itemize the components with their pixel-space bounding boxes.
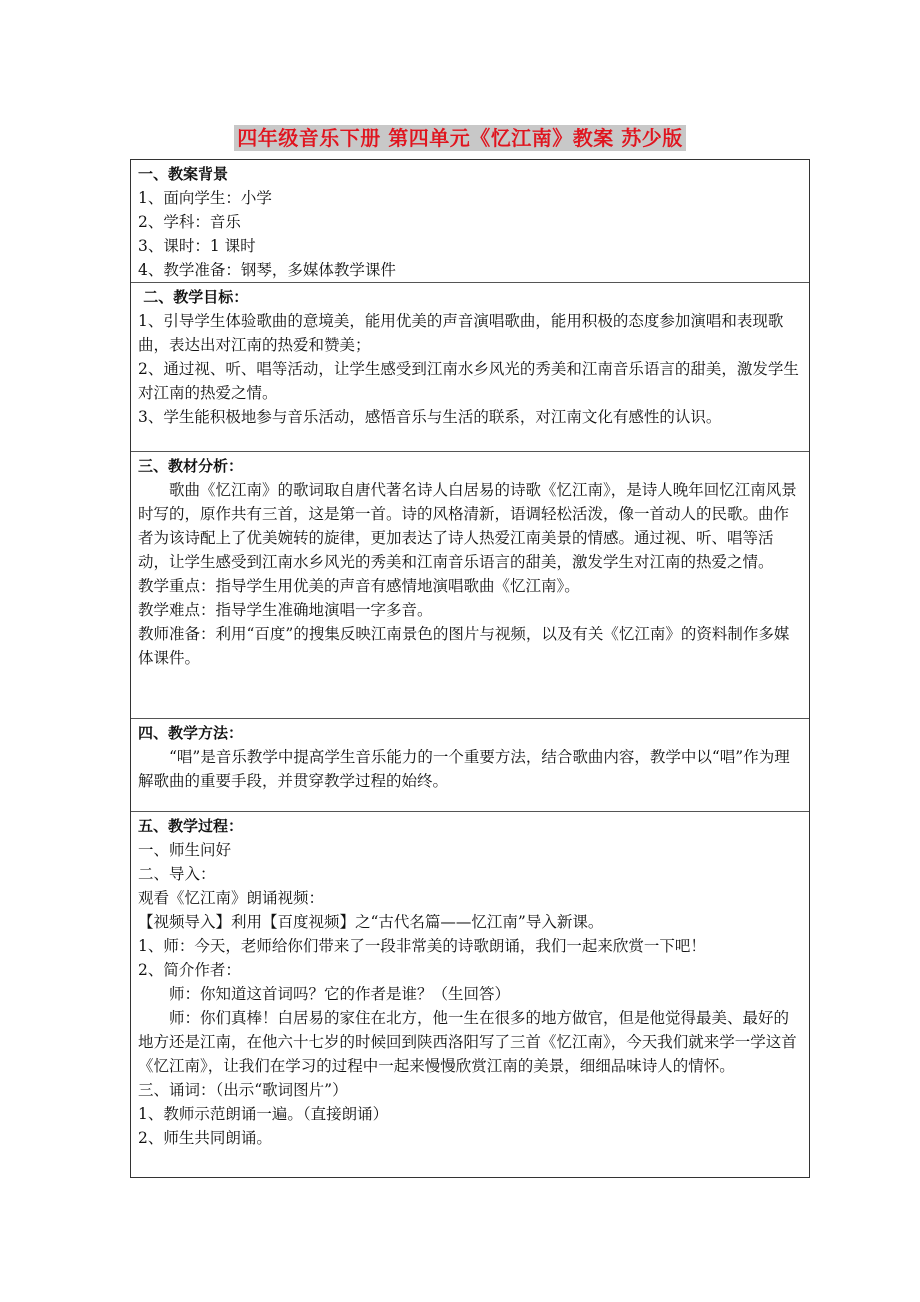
line: 观看《忆江南》朗诵视频：: [138, 889, 325, 907]
line: 教学难点：指导学生准确地演唱一字多音。: [138, 601, 433, 619]
section-heading: 五、教学过程：: [138, 817, 244, 835]
line: 1、师：今天，老师给你们带来了一段非常美的诗歌朗诵，我们一起来欣赏一下吧！: [138, 937, 706, 955]
line: 教学重点：指导学生用优美的声音有感情地演唱歌曲《忆江南》。: [138, 577, 580, 595]
section-heading: 一、教案背景: [138, 165, 229, 183]
line: 2、师生共同朗诵。: [138, 1129, 272, 1147]
paragraph: 歌曲《忆江南》的歌词取自唐代著名诗人白居易的诗歌《忆江南》，是诗人晚年回忆江南风景时写的，原作共有三首，这是第一首。诗的风格清新，语调轻松活泼，像一首动人的民歌。曲作者为该诗配上了优美婉转的旋律，更加表达了诗人热爱江南美景的情感。通过视、听、唱等活动，让学生感受到江南水乡风光的秀美和江南音乐语言的甜美，激发学生对江南的热爱之情。: [138, 481, 797, 571]
section-heading: 四、教学方法：: [138, 724, 244, 742]
line: 【视频导入】利用【百度视频】之“古代名篇——忆江南”导入新课。: [138, 913, 604, 931]
document-title: [0, 122, 920, 151]
section-process: [131, 811, 809, 1177]
line: 二、导入：: [138, 865, 216, 883]
line: 教师准备：利用“百度”的搜集反映江南景色的图片与视频，以及有关《忆江南》的资料制作多媒体课件。: [138, 625, 790, 667]
section-background: [131, 160, 809, 282]
section-material-analysis: [131, 451, 809, 718]
line: 3、学生能积极地参与音乐活动，感悟音乐与生活的联系，对江南文化有感性的认识。: [138, 408, 722, 426]
line: 2、学科：音乐: [138, 213, 241, 231]
line: 1、教师示范朗诵一遍。（直接朗诵）: [138, 1105, 389, 1123]
title-text: 四年级音乐下册 第四单元《忆江南》教案 苏少版: [234, 125, 685, 151]
lesson-plan-table: [130, 159, 810, 1178]
line: 三、诵词：（出示“歌词图片”）: [138, 1081, 348, 1099]
line: 3、课时：1 课时: [138, 237, 256, 255]
paragraph: “唱”是音乐教学中提高学生音乐能力的一个重要方法，结合歌曲内容，教学中以“唱”作为理解歌曲的重要手段，并贯穿教学过程的始终。: [138, 748, 790, 790]
line: 1、引导学生体验歌曲的意境美，能用优美的声音演唱歌曲，能用积极的态度参加演唱和表现歌曲，表达出对江南的热爱和赞美；: [138, 312, 784, 354]
line: 2、通过视、听、唱等活动，让学生感受到江南水乡风光的秀美和江南音乐语言的甜美，激发学生对江南的热爱之情。: [138, 360, 799, 402]
section-objectives: [131, 282, 809, 451]
section-methods: [131, 718, 809, 811]
line: 4、教学准备：钢琴，多媒体教学课件: [138, 261, 396, 279]
line: 1、面向学生：小学: [138, 189, 272, 207]
line: 一、师生问好: [138, 841, 232, 859]
section-heading: 二、教学目标：: [138, 288, 249, 306]
section-heading: 三、教材分析：: [138, 457, 244, 475]
line: 师：你知道这首词吗？它的作者是谁？（生回答）: [169, 985, 511, 1003]
paragraph: 师：你们真棒！白居易的家住在北方，他一生在很多的地方做官，但是他觉得最美、最好的地方还是江南，在他六十七岁的时候回到陕西洛阳写了三首《忆江南》，今天我们就来学一学这首《忆江南》，让我们在学习的过程中一起来慢慢欣赏江南的美景，细细品味诗人的情怀。: [138, 1009, 797, 1075]
line: 2、简介作者：: [138, 961, 241, 979]
